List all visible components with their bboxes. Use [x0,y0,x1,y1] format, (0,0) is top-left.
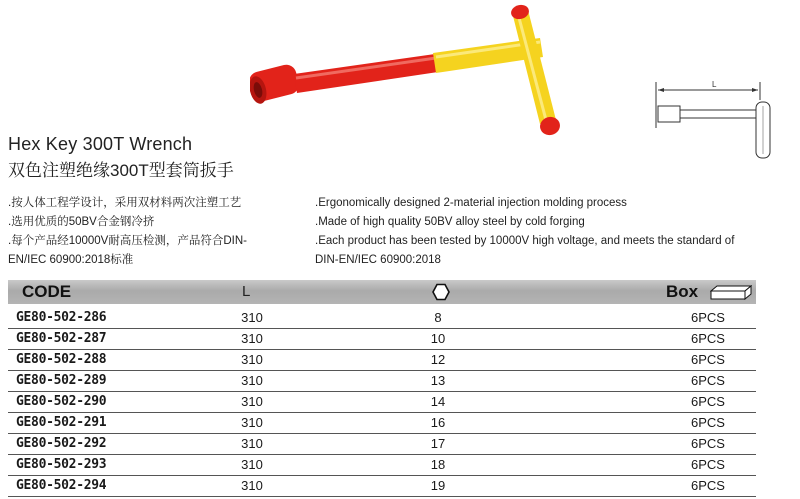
row-size: 10 [430,331,446,346]
row-code: GE80-502-294 [16,478,107,493]
row-size: 12 [430,352,446,367]
row-box-qty: 6PCS [691,394,725,409]
table-row [8,371,756,392]
row-size: 16 [430,415,446,430]
row-box-qty: 6PCS [691,457,725,472]
feature-cn-line: .选用优质的50BV合金钢冷挤 [8,216,155,228]
feature-cn-line: EN/IEC 60900:2018标准 [8,254,134,266]
row-code: GE80-502-291 [16,415,107,430]
feature-en-line: .Made of high quality 50BV alloy steel by cold forging [315,216,585,228]
row-code: GE80-502-288 [16,352,107,367]
feature-cn-line: .每个产品经10000V耐高压检测，产品符合DIN- [8,235,247,247]
row-box-qty: 6PCS [691,415,725,430]
row-code: GE80-502-286 [16,310,107,325]
feature-en-line: DIN-EN/IEC 60900:2018 [315,254,441,266]
row-size: 13 [430,373,446,388]
row-length: 310 [241,457,263,472]
row-length: 310 [241,478,263,493]
row-box-qty: 6PCS [691,352,725,367]
product-title-en: Hex Key 300T Wrench [8,134,193,154]
hexagon-icon [432,283,450,301]
table-header [8,280,756,304]
row-code: GE80-502-289 [16,373,107,388]
row-length: 310 [241,352,263,367]
row-box-qty: 6PCS [691,478,725,493]
feature-en-line: .Ergonomically designed 2-material injection molding process [315,197,627,209]
row-code: GE80-502-290 [16,394,107,409]
row-size: 17 [430,436,446,451]
row-code: GE80-502-292 [16,436,107,451]
row-length: 310 [241,436,263,451]
row-size: 8 [434,310,442,325]
table-row [8,455,756,476]
features-cn [8,194,308,270]
wrench-product-image [250,2,590,142]
row-length: 310 [241,310,263,325]
row-size: 14 [430,394,446,409]
table-row [8,434,756,455]
row-box-qty: 6PCS [691,436,725,451]
box-icon [710,285,752,300]
table-row [8,308,756,329]
dimension-label: L [712,80,717,89]
product-table-body [8,308,756,497]
table-row [8,329,756,350]
row-code: GE80-502-293 [16,457,107,472]
table-row [8,350,756,371]
dimension-drawing [652,76,782,166]
feature-cn-line: .按人体工程学设计，采用双材料两次注塑工艺 [8,197,242,209]
row-length: 310 [241,394,263,409]
row-length: 310 [241,415,263,430]
features-en [315,194,800,270]
row-box-qty: 6PCS [691,373,725,388]
product-title-cn: 双色注塑绝缘300T型套筒扳手 [8,161,234,180]
header-length: L [242,283,251,300]
row-length: 310 [241,331,263,346]
row-box-qty: 6PCS [691,310,725,325]
table-row [8,392,756,413]
yellow-handle [512,10,556,124]
table-row [8,413,756,434]
row-code: GE80-502-287 [16,331,107,346]
feature-en-line: .Each product has been tested by 10000V high voltage, and meets the standard of [315,235,735,247]
row-size: 19 [430,478,446,493]
header-code: CODE [22,282,72,301]
row-length: 310 [241,373,263,388]
row-size: 18 [430,457,446,472]
header-box: Box [666,282,699,301]
row-box-qty: 6PCS [691,331,725,346]
table-row [8,476,756,497]
